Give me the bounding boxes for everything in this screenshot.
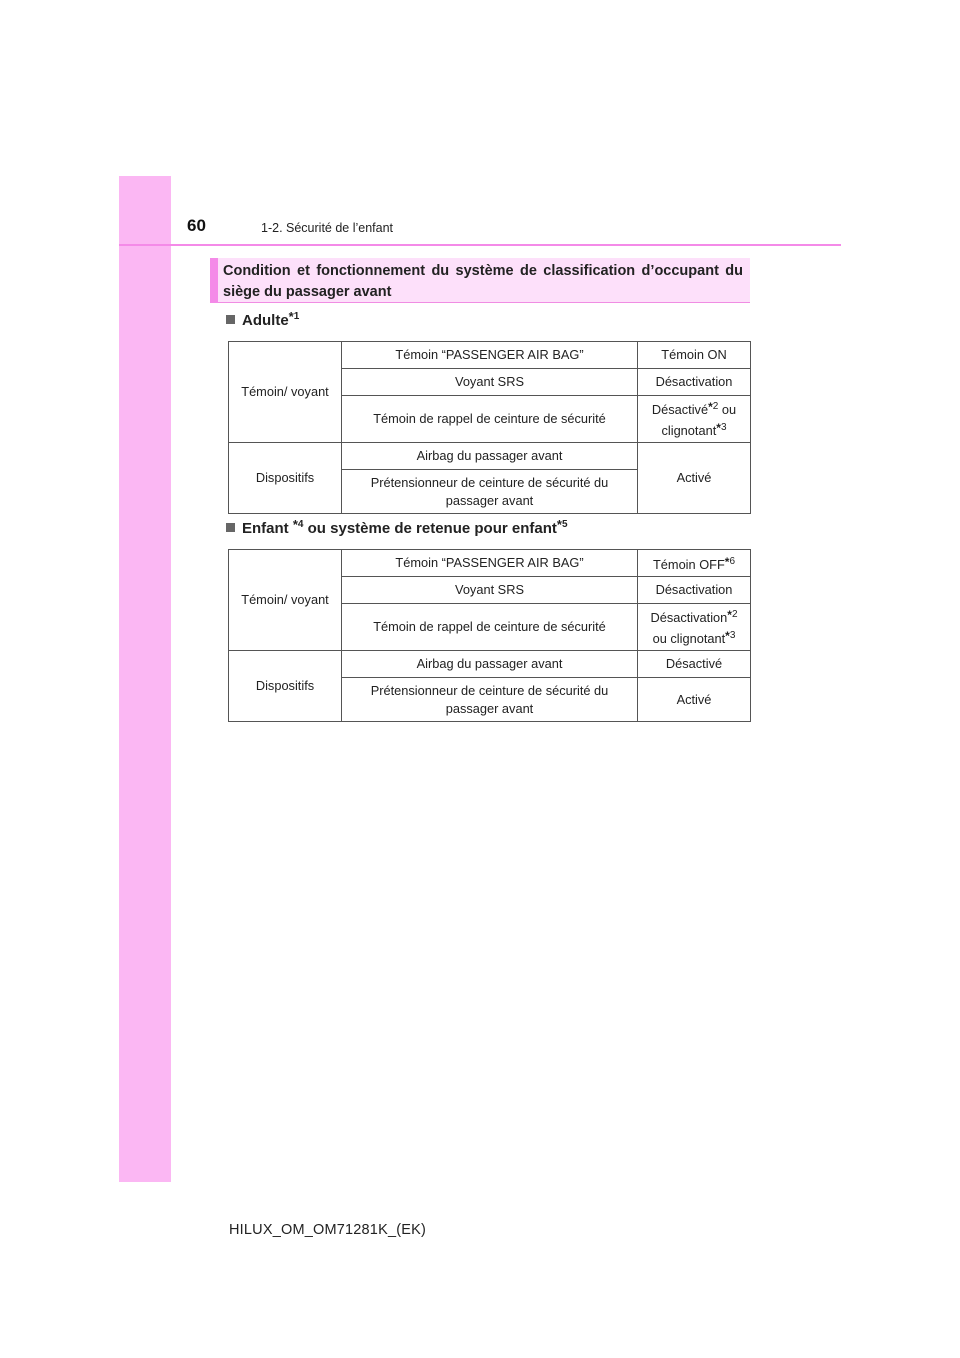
topic-title-box	[210, 258, 750, 303]
seatbelt-reminder-cell: Témoin de rappel de ceinture de sécurité	[342, 396, 638, 443]
passenger-airbag-lamp-cell: Témoin “PASSENGER AIR BAG”	[342, 342, 638, 369]
pretensioner-cell: Prétensionneur de ceinture de sécurité du passager avant	[342, 678, 638, 722]
asterisk-icon: *	[292, 517, 298, 532]
bullet-square-icon	[226, 315, 235, 324]
adult-table	[228, 341, 751, 514]
header-rule	[119, 244, 841, 246]
asterisk-icon: *	[727, 608, 732, 622]
srs-lamp-cell: Voyant SRS	[342, 369, 638, 396]
front-airbag-state-cell: Désactivé	[638, 651, 751, 678]
pretensioner-cell: Prétensionneur de ceinture de sécurité du passager avant	[342, 470, 638, 514]
srs-lamp-state-cell: Désactivation	[638, 577, 751, 604]
group-indicators-cell: Témoin/ voyant	[229, 342, 342, 443]
table-row	[229, 342, 751, 369]
child-heading: Enfant *$^4$ ou système de retenue pour enfant*$^5$	[226, 517, 568, 537]
side-tab-band	[119, 176, 171, 1182]
bullet-square-icon	[226, 523, 235, 532]
asterisk-icon: *	[716, 421, 721, 435]
srs-lamp-state-cell: Désactivation	[638, 369, 751, 396]
page-number: 60	[187, 216, 206, 235]
table-row	[229, 550, 751, 577]
srs-lamp-cell: Voyant SRS	[342, 577, 638, 604]
document-code: HILUX_OM_OM71281K_(EK)	[229, 1222, 427, 1238]
passenger-airbag-lamp-state-cell: Témoin OFF*$^6$	[638, 550, 751, 577]
topic-title: Condition et fonctionnement du système de classification d’occupant du siège du passager avant	[223, 263, 743, 300]
asterisk-icon: *	[288, 309, 294, 324]
pretensioner-state-cell: Activé	[638, 678, 751, 722]
passenger-airbag-lamp-cell: Témoin “PASSENGER AIR BAG”	[342, 550, 638, 577]
group-devices-cell: Dispositifs	[229, 443, 342, 514]
front-airbag-cell: Airbag du passager avant	[342, 443, 638, 470]
asterisk-icon: *	[724, 554, 730, 569]
section-title: 1-2. Sécurité de l’enfant	[261, 221, 394, 235]
seatbelt-reminder-state-cell: Désactivation*$^2$ ou clignotant*$^3$	[638, 604, 751, 651]
devices-state-cell: Activé	[638, 443, 751, 514]
group-devices-cell: Dispositifs	[229, 651, 342, 722]
asterisk-icon: *	[708, 400, 713, 414]
title-accent-bar	[210, 258, 218, 303]
asterisk-icon: *	[725, 629, 730, 643]
group-indicators-cell: Témoin/ voyant	[229, 550, 342, 651]
table-row	[229, 651, 751, 678]
seatbelt-reminder-cell: Témoin de rappel de ceinture de sécurité	[342, 604, 638, 651]
child-table	[228, 549, 751, 722]
passenger-airbag-lamp-state-cell: Témoin ON	[638, 342, 751, 369]
front-airbag-cell: Airbag du passager avant	[342, 651, 638, 678]
asterisk-icon: *	[556, 517, 562, 532]
table-row	[229, 443, 751, 470]
seatbelt-reminder-state-cell: Désactivé*$^2$ ou clignotant*$^3$	[638, 396, 751, 443]
adult-heading: Adulte*$^1$	[226, 309, 299, 329]
